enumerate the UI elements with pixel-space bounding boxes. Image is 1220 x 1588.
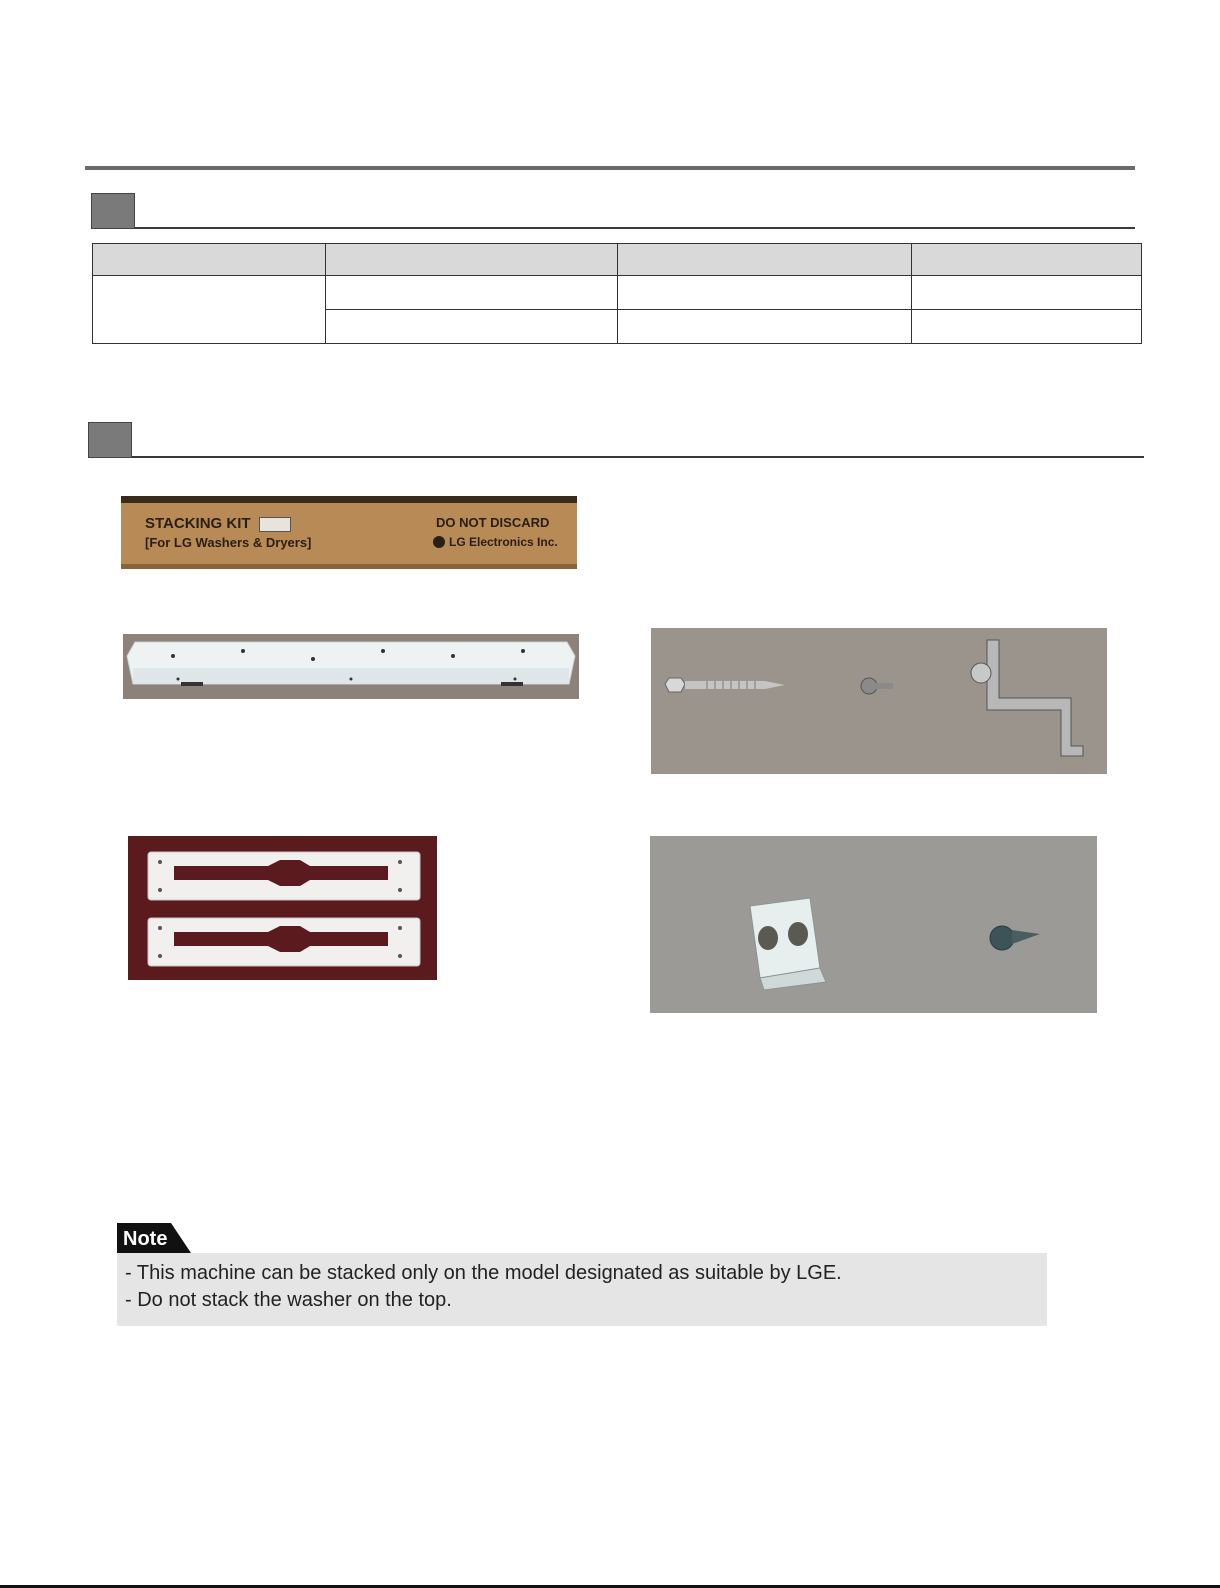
table-header-cell	[93, 244, 326, 276]
lg-logo-icon	[433, 536, 445, 548]
table-cell	[325, 276, 617, 310]
box-sticker	[259, 517, 291, 532]
table-cell	[325, 310, 617, 344]
front-panel-drawing	[123, 634, 579, 699]
clip-screw-photo	[650, 836, 1097, 1013]
table-header-cell	[912, 244, 1142, 276]
section-1-rule	[135, 227, 1135, 229]
box-warning: DO NOT DISCARD	[436, 515, 550, 530]
header-rule	[85, 166, 1135, 170]
table-header-cell	[618, 244, 912, 276]
note-box	[117, 1253, 1047, 1326]
box-brand: LG Electronics Inc.	[449, 535, 558, 549]
table-cell	[912, 276, 1142, 310]
stacking-kit-box-photo	[121, 496, 577, 569]
table-cell-merged	[93, 276, 326, 344]
table-header-row	[93, 244, 1142, 276]
table-header-cell	[325, 244, 617, 276]
side-rails-drawing	[128, 836, 437, 980]
screws-bracket-photo	[651, 628, 1107, 774]
table-cell	[618, 310, 912, 344]
table-row	[93, 276, 1142, 310]
table-cell	[618, 276, 912, 310]
spec-table	[92, 243, 1142, 344]
front-panel-photo	[123, 634, 579, 699]
box-title: STACKING KIT	[145, 515, 251, 532]
note-label: Note	[123, 1228, 168, 1250]
screws-bracket-drawing	[651, 628, 1107, 774]
table-cell	[912, 310, 1142, 344]
side-rails-photo	[128, 836, 437, 980]
section-2-rule	[132, 456, 1144, 458]
section-1-marker	[91, 193, 135, 229]
note-line-1: - This machine can be stacked only on the model designated as suitable by LGE.	[125, 1262, 842, 1284]
section-2-marker	[88, 422, 132, 458]
box-subtitle: [For LG Washers & Dryers]	[145, 535, 312, 550]
note-line-2: - Do not stack the washer on the top.	[125, 1289, 452, 1311]
clip-screw-drawing	[650, 836, 1097, 1013]
